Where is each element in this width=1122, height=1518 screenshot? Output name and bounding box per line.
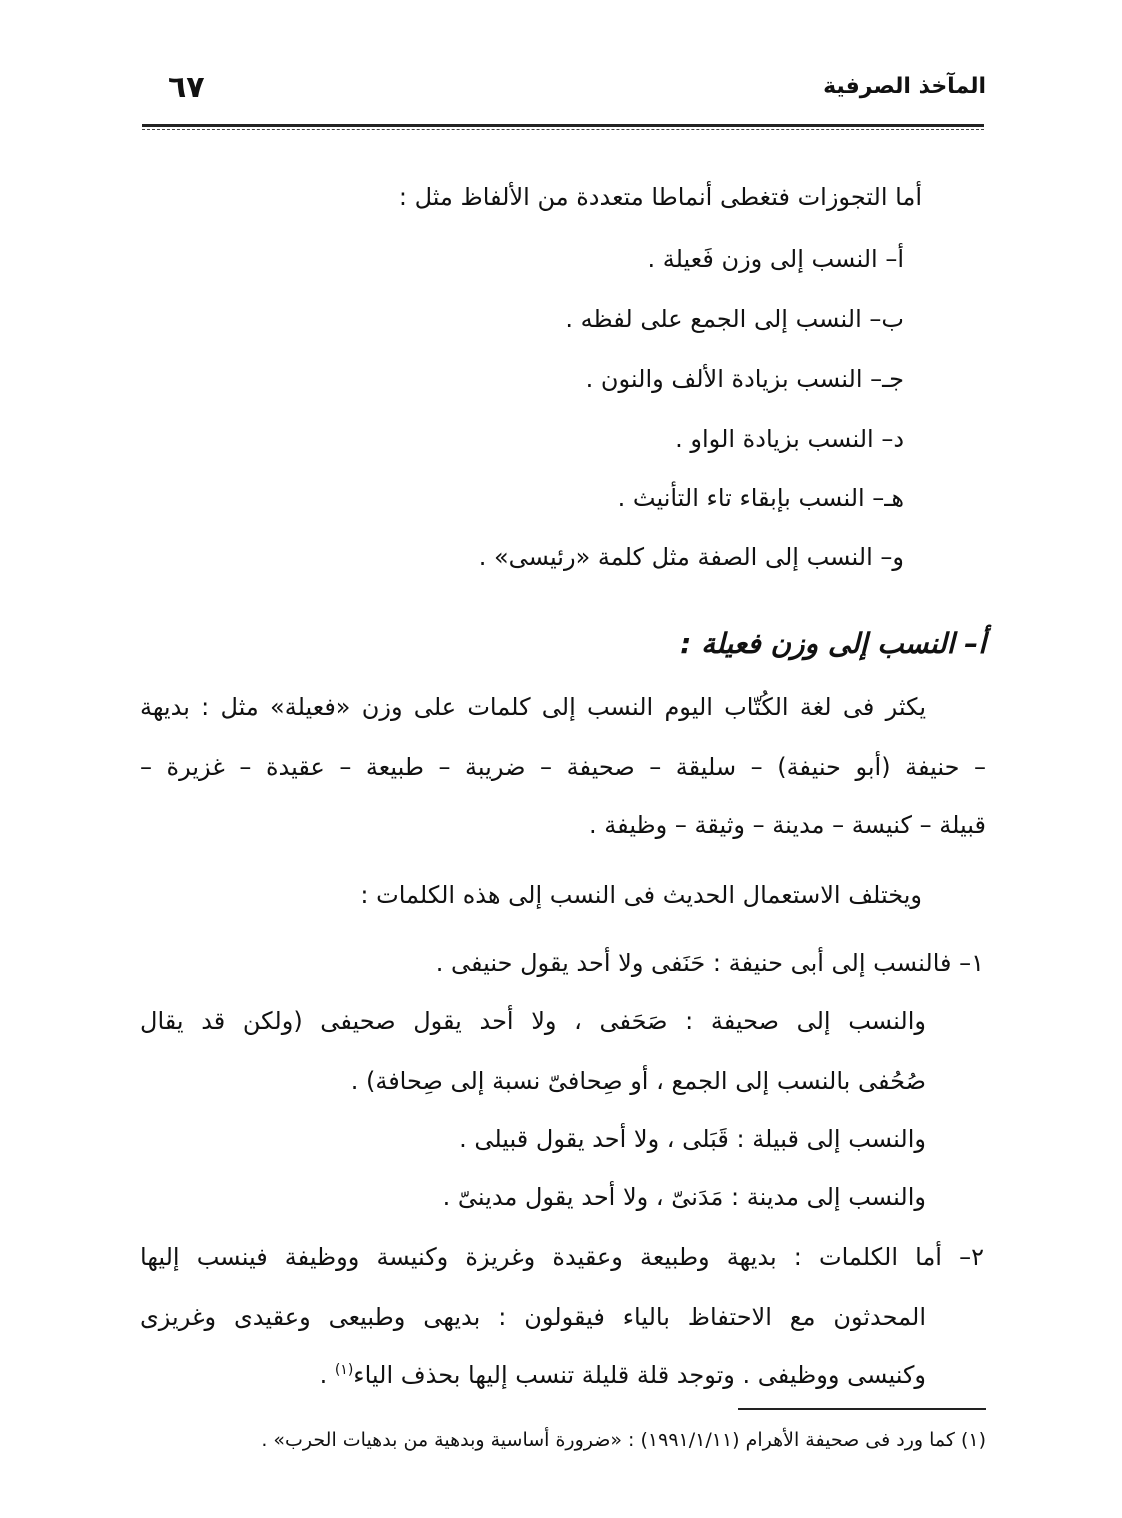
page-number: ٦٧: [168, 70, 205, 105]
intro-line: أما التجوزات فتغطى أنماطا متعددة من الألفاظ مثل :: [398, 183, 922, 211]
point2-line2: المحدثون مع الاحتفاظ بالياء فيقولون : بديهى وطبيعى وعقيدى وغريزى: [140, 1303, 926, 1331]
running-header-title: المآخذ الصرفية: [823, 74, 986, 99]
header-rule-dashed: [142, 129, 984, 130]
para1-line3: قبيلة – كنيسة – مدينة – وثيقة – وظيفة .: [589, 811, 986, 839]
para2-line: ويختلف الاستعمال الحديث فى النسب إلى هذه الكلمات :: [360, 881, 922, 909]
point2-line3: [320, 1360, 926, 1391]
list-item-dal: د– النسب بزيادة الواو .: [675, 425, 904, 453]
header-rule: [142, 124, 984, 127]
list-item-ha: هـ– النسب بإبقاء تاء التأنيث .: [617, 484, 904, 512]
point1-line2: والنسب إلى صحيفة : صَحَفى ، ولا أحد يقول صحيفى (ولكن قد يقال: [140, 1007, 926, 1035]
point1-line5: والنسب إلى مدينة : مَدَنىّ ، ولا أحد يقول مدينىّ .: [442, 1183, 926, 1211]
footnote-text: (١) كما ورد فى صحيفة الأهرام (١٩٩١/١/١١) : «ضرورة أساسية وبدهية من بدهيات الحرب» .: [261, 1429, 986, 1451]
footnote-ref: (١): [334, 1362, 354, 1378]
point2-line1: ٢– أما الكلمات : بديهة وطبيعة وعقيدة وغريزة وكنيسة ووظيفة فينسب إليها: [140, 1243, 984, 1271]
list-item-alif: أ– النسب إلى وزن فَعيلة .: [647, 245, 904, 273]
list-item-jim: جـ– النسب بزيادة الألف والنون .: [585, 365, 904, 393]
point2-line3-end: .: [319, 1361, 335, 1389]
list-item-ba: ب– النسب إلى الجمع على لفظه .: [565, 305, 904, 333]
section-heading: أ– النسب إلى وزن فعيلة :: [680, 627, 986, 660]
point1-line3: صُحُفى بالنسب إلى الجمع ، أو صِحافىّ نسبة إلى صِحافة) .: [350, 1067, 926, 1095]
para1-line1: يكثر فى لغة الكُتّاب اليوم النسب إلى كلمات على وزن «فعيلة» مثل : بديهة: [140, 693, 926, 721]
point1-line4: والنسب إلى قبيلة : قَبَلى ، ولا أحد يقول قبيلى .: [459, 1125, 926, 1153]
para1-line2: – حنيفة (أبو حنيفة) – سليقة – صحيفة – ضريبة – طبيعة – عقيدة – غزيرة –: [140, 753, 986, 781]
footnote-rule: [738, 1408, 986, 1410]
point1-line1: ١– فالنسب إلى أبى حنيفة : حَنَفى ولا أحد يقول حنيفى .: [435, 949, 984, 977]
point2-line3-text: وكنيسى ووظيفى . وتوجد قلة قليلة تنسب إليها بحذف الياء: [353, 1361, 926, 1389]
list-item-waw: و– النسب إلى الصفة مثل كلمة «رئيسى» .: [478, 543, 904, 571]
